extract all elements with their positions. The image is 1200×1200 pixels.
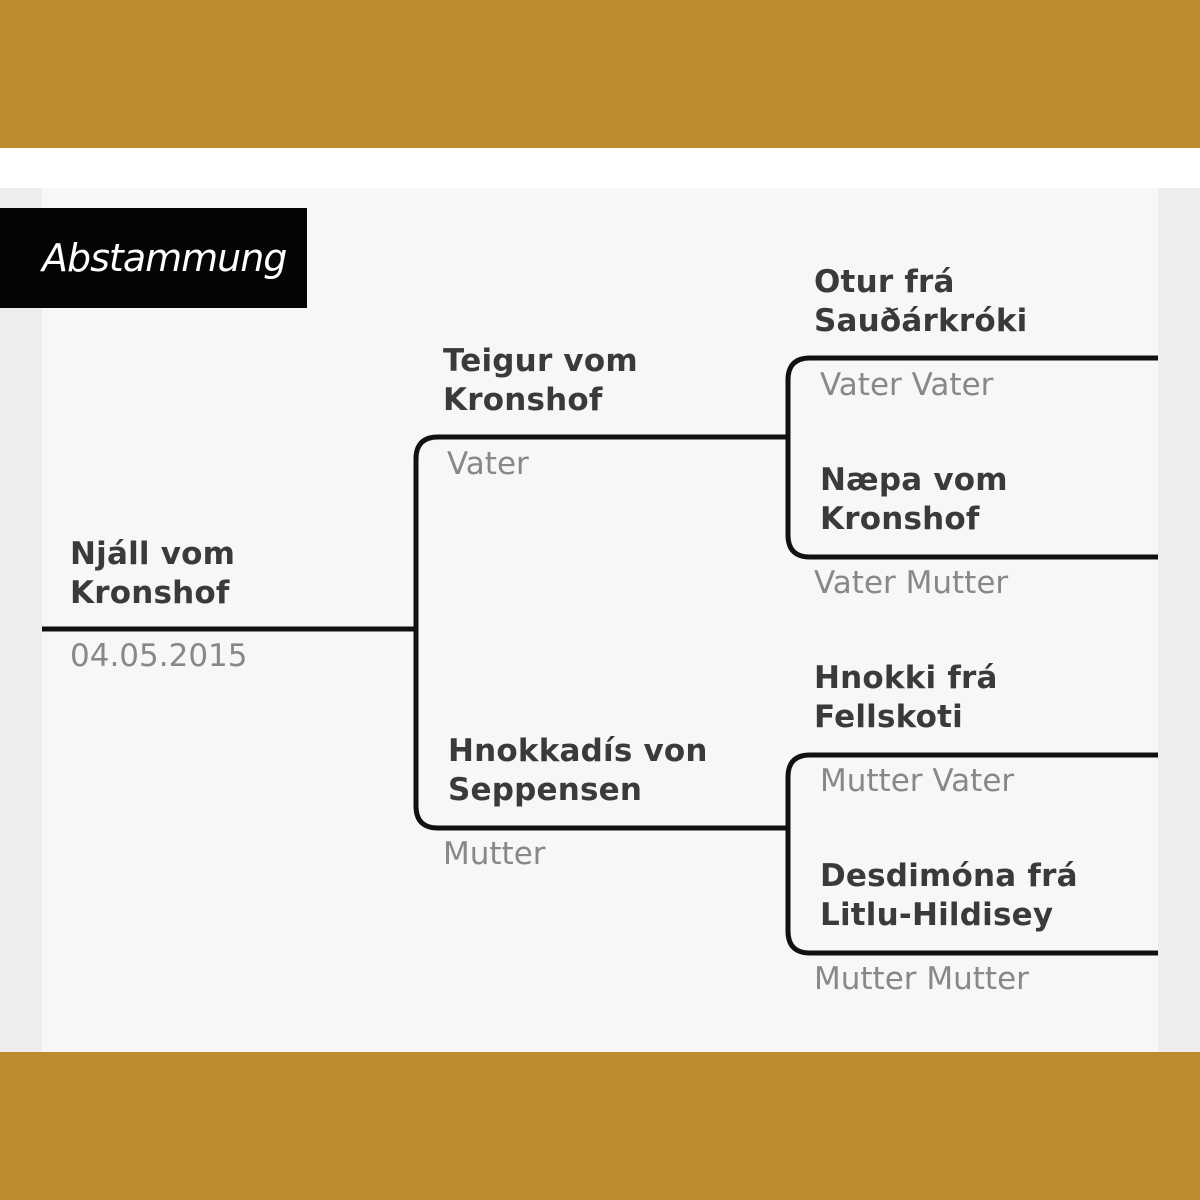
bottom-gold-band xyxy=(0,1052,1200,1200)
subject-name: Njáll vom Kronshof xyxy=(70,536,236,611)
sire-role: Vater xyxy=(447,446,529,482)
dam-sire-role: Mutter Vater xyxy=(820,763,1015,799)
sire-dam-name: Næpa vom Kronshof xyxy=(820,462,1008,537)
dam-role: Mutter xyxy=(443,836,546,872)
subject-birth-date: 04.05.2015 xyxy=(70,638,248,674)
dam-dam-role: Mutter Mutter xyxy=(814,961,1029,997)
sire-name: Teigur vom Kronshof xyxy=(443,343,638,418)
dam-dam-name: Desdimóna frá Litlu-Hildisey xyxy=(820,858,1078,933)
dam-sire-name: Hnokki frá Fellskoti xyxy=(814,660,998,735)
sire-sire-name: Otur frá Sauðárkróki xyxy=(814,264,1028,339)
sire-dam-role: Vater Mutter xyxy=(814,565,1009,601)
section-title: Abstammung xyxy=(42,236,287,280)
sire-sire-role: Vater Vater xyxy=(820,367,994,403)
dam-name: Hnokkadís von Seppensen xyxy=(448,733,708,808)
